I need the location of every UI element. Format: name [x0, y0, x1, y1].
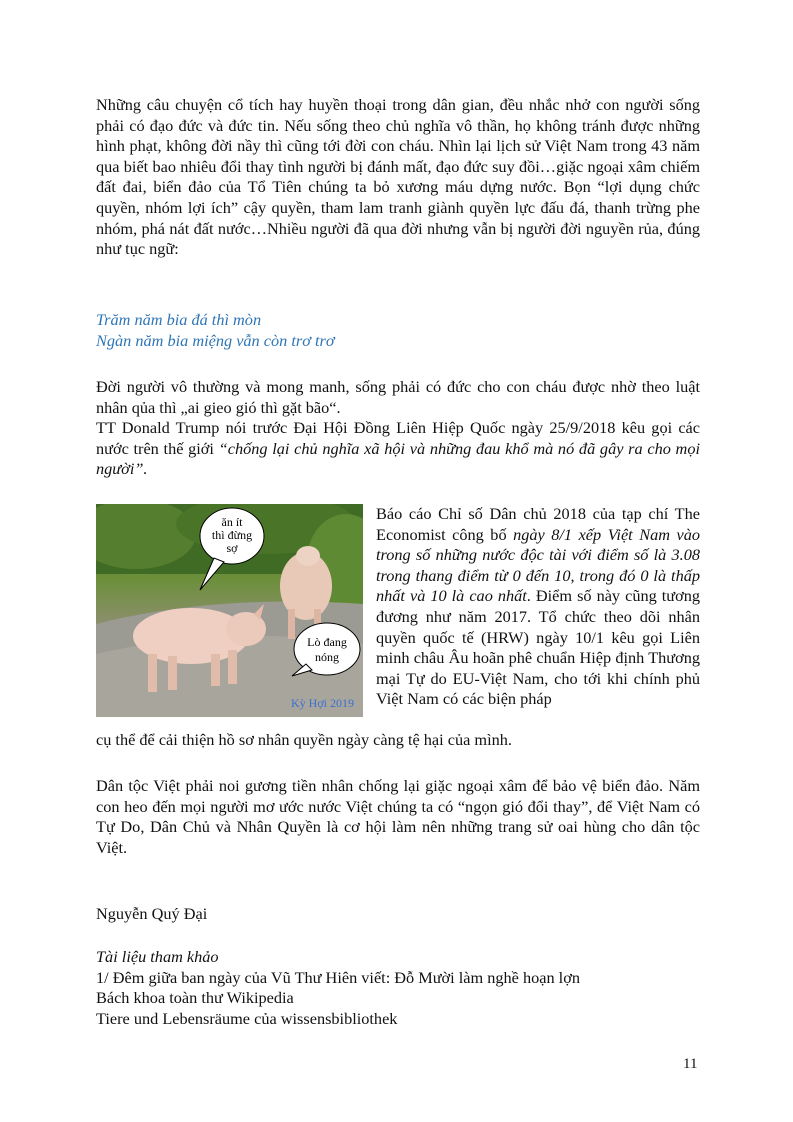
bubble-left-line-2: thì đừng [211, 528, 253, 542]
paragraph-trump [96, 377, 700, 480]
pigs-illustration [96, 504, 363, 717]
un-speech-quote: “chống lại chủ nghĩa xã hội và những đau khổ mà nó đã gây ra cho mọi người”. [96, 438, 700, 479]
intro-paragraph: Những câu chuyện cổ tích hay huyền thoại trong dân gian, đều nhắc nhở con người sống phải có đạo đức và đức tin. Nếu sống theo chủ nghĩa vô thần, họ không tránh được những hình phạt, không đời nầy thì cũng tới đời con cháu. Nhìn lại lịch sử Việt Nam trong 43 năm qua biết bao nhiêu đổi thay tình người bị đánh mất, đạo đức suy đồi…giặc ngoại xâm chiếm đất đai, biển đảo của Tổ Tiên chúng ta bỏ xương máu dựng nước. Bọn “lợi dụng chức quyền, nhóm lợi ích” cậy quyền, tham lam tranh giành quyền lực đấu đá, thanh trừng phe nhóm, phá nát đất nước…Nhiều người đã qua đời nhưng vẫn bị người đời nguyền rủa, đúng như tục ngữ: [96, 95, 700, 259]
proverb-poem [96, 310, 700, 351]
references-title: Tài liệu tham khảo [96, 947, 219, 966]
democracy-text-1: Báo cáo Chỉ số Dân chủ 2018 của tạp chí The Economist công bố [376, 504, 700, 544]
paragraph-democracy-tail: cụ thể để cải thiện hồ sơ nhân quyền ngày càng tệ hại của mình. [96, 730, 512, 749]
author-name: Nguyễn Quý Đại [96, 904, 208, 923]
bubble-right-line-2: nóng [315, 650, 339, 664]
paragraph-karma: Đời người vô thường và mong manh, sống phải có đức cho con cháu được nhờ theo luật nhân qủa thì „ai gieo gió thì gặt bão“. [96, 377, 700, 417]
bubble-left-line-1: ăn ít [221, 515, 243, 529]
bubble-left-line-3: sợ [226, 541, 238, 555]
poem-line-1: Trăm năm bia đá thì mòn [96, 310, 262, 329]
paragraph-un-speech [96, 418, 700, 480]
un-speech-text: TT Donald Trump nói trước Đại Hội Đồng Liên Hiệp Quốc ngày 25/9/2018 kêu gọi các nước trên thế giới [96, 418, 700, 458]
democracy-text-italic: ngày 8/1 xếp Việt Nam vào trong số những nước độc tài với điểm số là 3.08 trong thang điểm từ 0 đến 10, trong đó 0 là thấp nhất và 10 là cao nhất [376, 524, 700, 606]
reference-item: Tiere und Lebensräume của wissensbibliothek [96, 1008, 398, 1028]
image-credit: Kỳ Hợi 2019 [290, 696, 354, 710]
bubble-right-line-1: Lò đang [307, 635, 347, 649]
reference-item: Bách khoa toàn thư Wikipedia [96, 988, 294, 1008]
pigs-cartoon-image [96, 504, 363, 717]
paragraph-closing: Dân tộc Việt phải noi gương tiền nhân chống lại giặc ngoại xâm để bảo vệ biển đảo. Năm con heo đến mọi người mơ ước nước Việt chúng ta có “ngọn gió đổi thay”, để Việt Nam có Tự Do, Dân Chủ và Nhân Quyền là cơ hội làm nên những trang sử oai hùng cho dân tộc Việt. [96, 776, 700, 857]
poem-line-2: Ngàn năm bia miệng vẫn còn trơ trơ [96, 330, 335, 350]
reference-item: 1/ Đêm giữa ban ngày của Vũ Thư Hiên viết: Đỗ Mười làm nghề hoạn lợn [96, 967, 580, 987]
democracy-text-2: . Điểm số này cũng tương đương như năm 2017. Tổ chức theo dõi nhân quyền quốc tế (HRW) ngày 10/1 kêu gọi Liên minh châu Âu hoãn phê chuẩn Hiệp định Thương mại Tự do EU-Việt Nam, cho tới khi chính phủ Việt Nam có các biện pháp [376, 586, 700, 709]
references [96, 947, 700, 1029]
page-number: 11 [683, 1056, 698, 1072]
paragraph-democracy-index [376, 504, 700, 710]
